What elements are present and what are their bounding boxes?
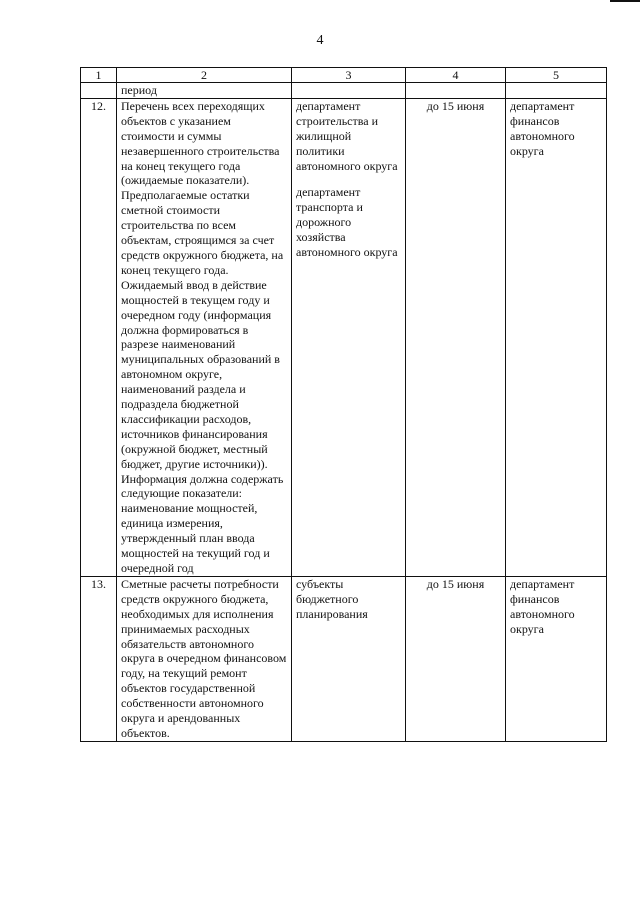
table-row [81, 98, 607, 576]
row-description [117, 98, 292, 576]
table-row [81, 576, 607, 741]
column-header-3: 3 [292, 68, 406, 83]
row-number: 13. [81, 576, 117, 741]
description-paragraph: Ожидаемый ввод в действие мощностей в текущем году и очередном году (информация должна формироваться в разрезе наименований муниципальных образований в автономном округе, наименований раздела и подраздела бюджетной классификации расходов, источников финансирования (окружной бюджет, местный бюджет, другие источники)). Информация должна содержать следующие показатели: наименование мощностей, единица измерения, утвержденный план ввода мощностей на текущий год и очередной год [121, 277, 284, 575]
description-paragraph: Сметные расчеты потребности средств окружного бюджета, необходимых для исполнения принимаемых расходных обязательств автономного округа в очередном финансовом году, на текущий ремонт объектов государственной собственности автономного округа и арендованных объектов. [121, 576, 287, 740]
row-responsible [292, 576, 406, 741]
continuation-row [81, 83, 607, 99]
row-number: 12. [81, 98, 117, 576]
row-recipient: департамент финансов автономного округа [506, 576, 607, 741]
column-header-4: 4 [406, 68, 506, 83]
corner-mark [610, 0, 640, 2]
responsible-entry: субъекты бюджетного планирования [296, 576, 368, 621]
table-header-row [81, 68, 607, 83]
row-description [117, 576, 292, 741]
responsible-entry: департамент транспорта и дорожного хозяйства автономного округа [296, 185, 398, 260]
column-header-2: 2 [117, 68, 292, 83]
column-header-1: 1 [81, 68, 117, 83]
continuation-text: период [117, 83, 292, 99]
responsible-entry: департамент строительства и жилищной политики автономного округа [296, 98, 398, 173]
row-recipient: департамент финансов автономного округа [506, 98, 607, 576]
description-paragraph: Перечень всех переходящих объектов с указанием стоимости и суммы незавершенного строительства на конец текущего года (ожидаемые показатели). [121, 98, 280, 188]
description-paragraph: Предполагаемые остатки сметной стоимости строительства по всем объектам, строящимся за счет средств окружного бюджета, на конец текущего года. [121, 188, 284, 277]
document-table [80, 67, 607, 742]
row-deadline: до 15 июня [406, 98, 506, 576]
page-number: 4 [316, 33, 324, 48]
row-deadline: до 15 июня [406, 576, 506, 741]
column-header-5: 5 [506, 68, 607, 83]
row-responsible [292, 98, 406, 576]
